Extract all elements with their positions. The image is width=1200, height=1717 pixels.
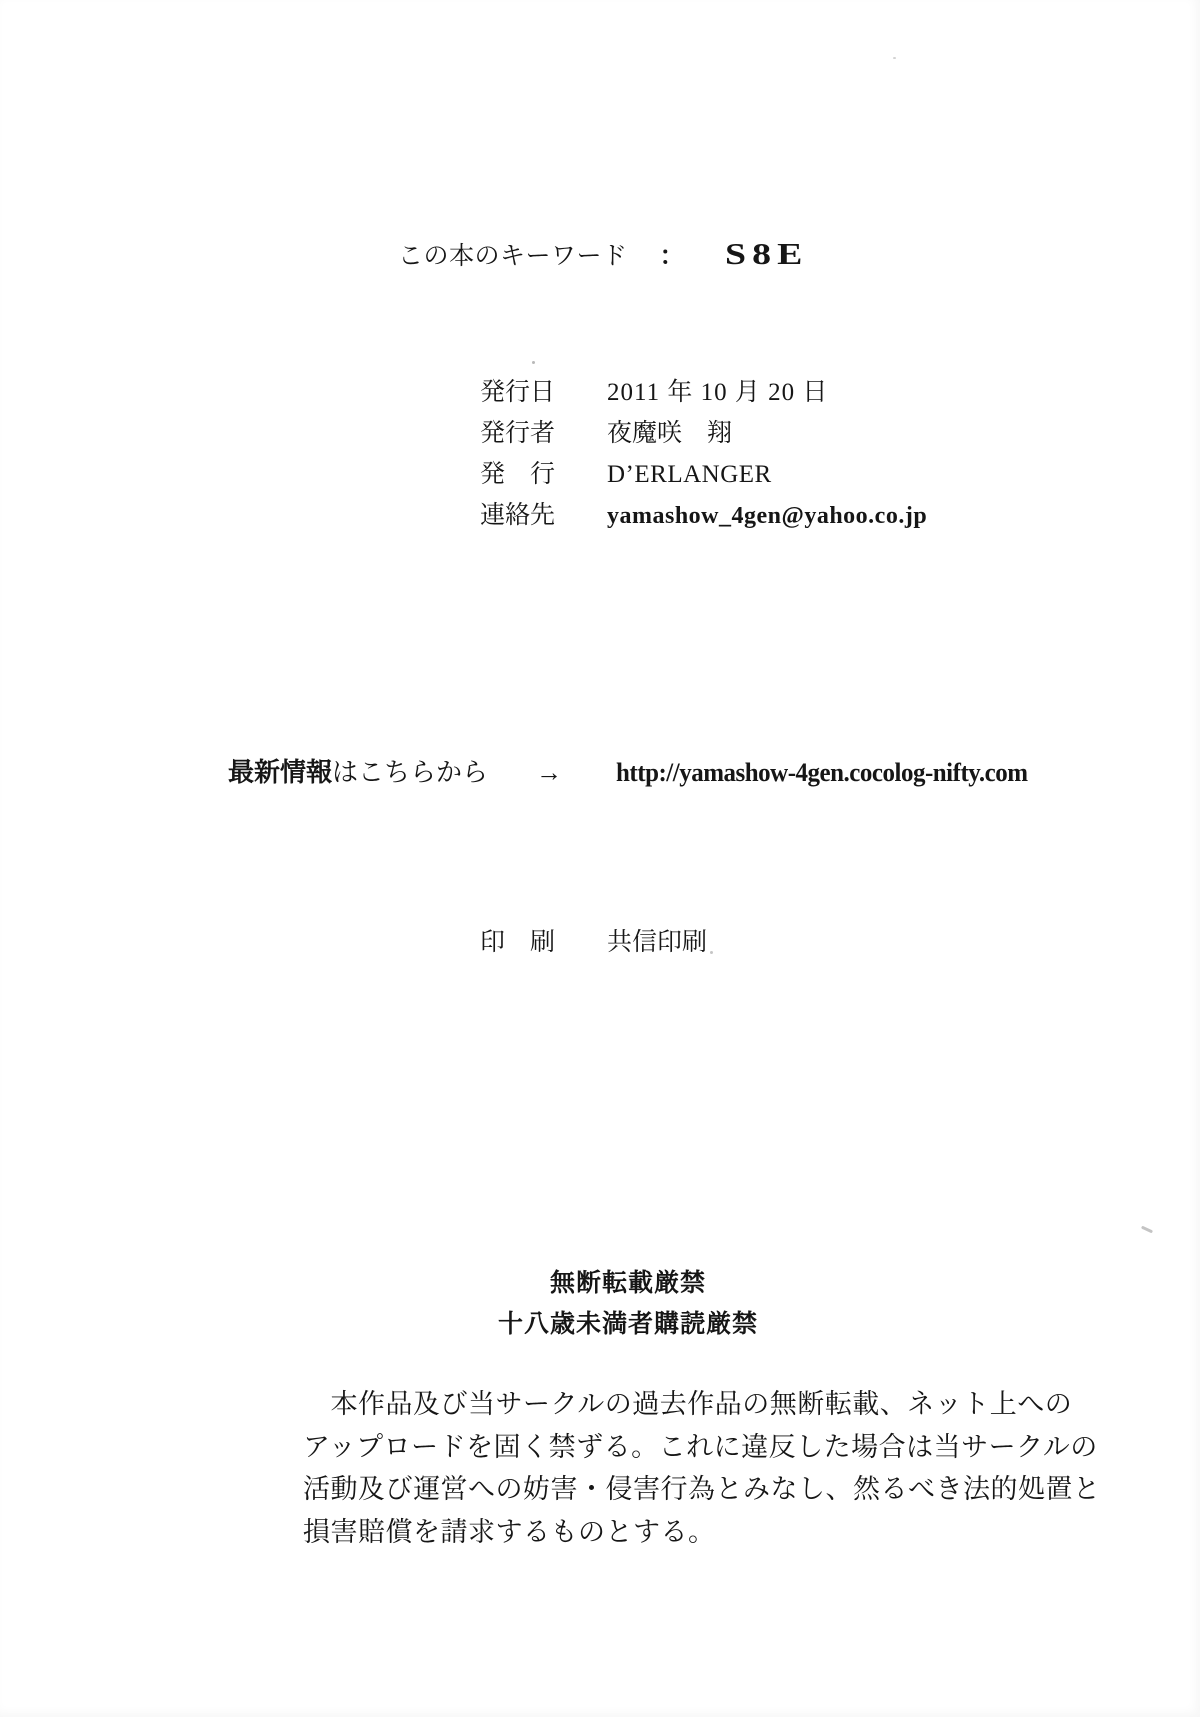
colophon-block [480,372,927,536]
legal-notice-line: 損害賠償を請求するものとする。 [303,1516,716,1547]
arrow-right-icon: → [536,758,563,787]
scan-speck [1141,1226,1153,1234]
printer-value: 共信印刷 [607,928,708,956]
circle-label: 発 行 [480,460,556,488]
warning-adults-only: 十八歳未満者購読厳禁 [497,1310,758,1338]
colophon-row-circle [480,454,927,495]
keyword-colon: ： [659,243,685,270]
keyword-value: S8E [724,236,809,271]
publish-date-value: 2011 年 10 月 20 日 [607,379,829,406]
website-url: http://yamashow-4gen.cocolog-nifty.com [616,758,1028,787]
warning-no-reproduction: 無断転載厳禁 [549,1269,706,1297]
latest-info-label-rest: はこちらから [332,757,489,787]
keyword-label: この本のキーワード [398,242,628,270]
keyword-line [398,236,809,272]
latest-info-label-bold: 最新情報 [228,757,333,787]
colophon-row-contact [480,495,927,536]
circle-value: D’ERLANGER [607,461,772,488]
contact-label: 連絡先 [480,501,556,529]
printer-label: 印 刷 [480,928,556,956]
colophon-row-publish-date [480,372,927,413]
legal-notice [303,1383,1101,1553]
legal-notice-line: アップロードを固く禁ずる。これに違反した場合は当サークルの [303,1431,1098,1462]
colophon-row-publisher-person [480,413,927,454]
publisher-person-label: 発行者 [480,419,556,447]
print-line [480,922,707,958]
publisher-person-value: 夜魔咲 翔 [607,419,733,447]
legal-notice-line: 本作品及び当サークルの過去作品の無断転載、ネット上への [303,1389,1073,1419]
latest-info-line [228,752,1045,789]
scan-speck [893,57,896,59]
scan-speck [710,951,713,954]
scan-speck [532,361,535,364]
contact-email: yamashow_4gen@yahoo.co.jp [607,503,928,529]
publish-date-label: 発行日 [480,378,556,406]
legal-notice-line: 活動及び運営への妨害・侵害行為とみなし、然るべき法的処置と [303,1474,1101,1504]
warnings-block [0,1263,1200,1345]
